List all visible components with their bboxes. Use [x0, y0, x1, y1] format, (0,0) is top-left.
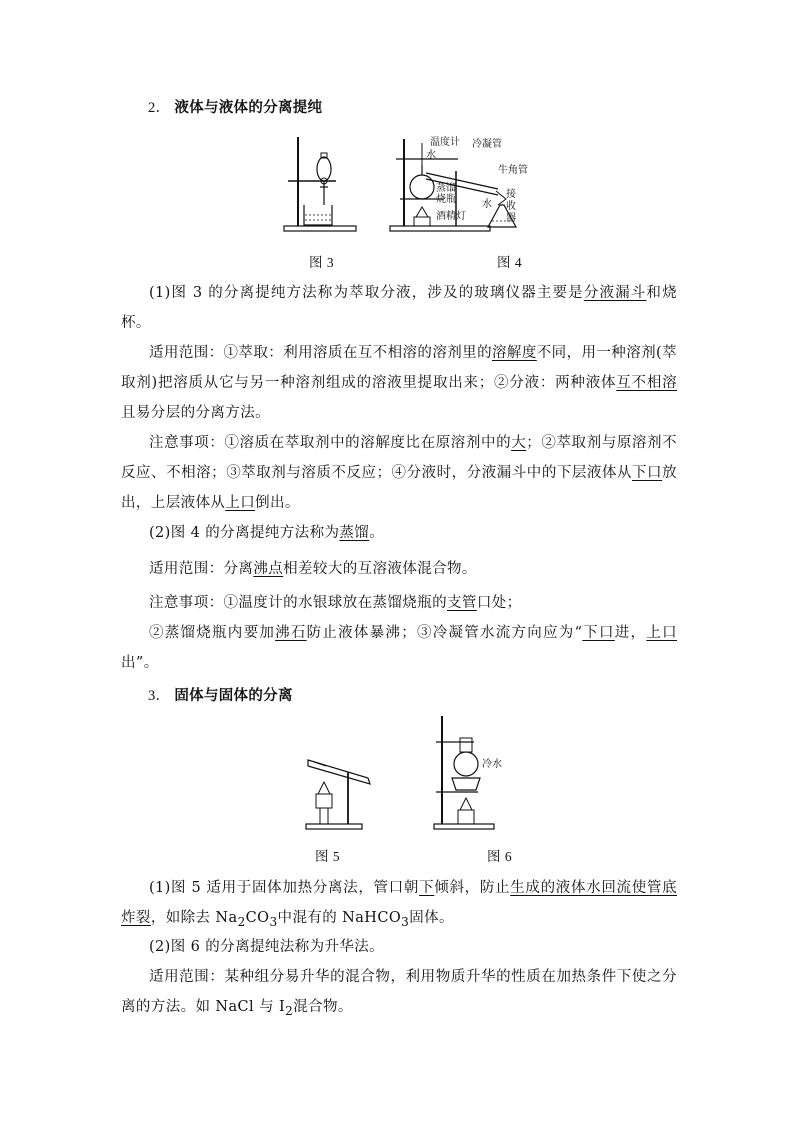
subscript: 3 — [269, 914, 278, 929]
paragraph-distillation-scope — [121, 554, 677, 584]
paragraph-sublimation-scope — [121, 962, 677, 1026]
fig4-label-flask-2: 烧瓶 — [436, 194, 456, 205]
subscript: 2 — [237, 914, 246, 929]
paragraph-distillation-notes-2 — [121, 618, 677, 678]
paragraph-sublimation-method — [121, 932, 677, 962]
text: 倒出。 — [255, 495, 300, 511]
text: CO — [245, 910, 270, 926]
fig4-label-receiver-2: 收 — [506, 201, 516, 212]
section-2-title: 液体与液体的分离提纯 — [174, 100, 323, 116]
text: (1)图 3 的分离提纯方法称为萃取分液，涉及的玻璃仪器主要是 — [149, 285, 584, 301]
underlined-term: 沸点 — [253, 561, 284, 577]
text: (2)图 6 的分离提纯法称为升华法。 — [149, 939, 385, 955]
underlined-term: 溶解度 — [492, 345, 537, 361]
text: 注意事项：①温度计的水银球放在蒸馏烧瓶的 — [149, 595, 447, 611]
figure-4-caption: 图 4 — [497, 255, 523, 270]
subscript: 3 — [401, 914, 410, 929]
underlined-term: 生成的液体水回流使管底炸裂 — [121, 880, 678, 926]
text: 不同，用一种溶剂(萃取剂)把溶质从它与另一种溶剂组成的溶液里提取出来；②分液：两种液体 — [121, 345, 678, 391]
text: (1)图 5 适用于固体加热分离法，管口朝 — [149, 880, 420, 896]
fig4-label-lamp: 酒精灯 — [436, 211, 466, 222]
text: 适用范围：①萃取：利用溶质在互不相溶的溶剂里的 — [149, 345, 492, 361]
fig4-label-water-bottom: 水 — [482, 199, 492, 210]
section-3-heading — [148, 684, 293, 705]
fig4-label-thermometer: 温度计 — [430, 137, 460, 148]
underlined-term: 下 — [419, 880, 435, 896]
figure-6-sublimation — [430, 712, 550, 832]
text: ；②萃取剂与原溶剂不反应、不相溶；③萃取剂与溶质不反应；④分液时，分液漏斗中的下层液体从 — [121, 435, 677, 481]
fig6-label-cold-water: 冷水 — [482, 759, 502, 770]
paragraph-extraction-scope — [121, 338, 677, 428]
underlined-term: 蒸馏 — [339, 525, 370, 541]
text: (2)图 4 的分离提纯方法称为 — [149, 525, 340, 541]
section-3-title: 固体与固体的分离 — [174, 688, 293, 704]
paragraph-distillation-notes-1 — [121, 588, 677, 618]
section-3-number: 3． — [148, 688, 171, 704]
fig4-label-flask-1: 蒸馏 — [436, 183, 456, 194]
figure-3-separatory-funnel — [276, 135, 366, 235]
text: 适用范围：某种组分易升华的混合物，利用物质升华的性质在加热条件下使之分离的方法。如 NaCl 与 I — [121, 969, 677, 1015]
paragraph-solid-heating — [121, 873, 677, 937]
text: 。 — [369, 525, 385, 541]
text: 中混有的 NaHCO — [277, 910, 402, 926]
fig4-label-condenser: 冷凝管 — [472, 139, 502, 150]
section-2-heading — [148, 96, 322, 117]
text: 和烧杯。 — [121, 285, 677, 331]
text: 且易分层的分离方法。 — [121, 405, 270, 421]
paragraph-extraction-notes — [121, 428, 677, 518]
underlined-term: 分液漏斗 — [583, 285, 647, 301]
text: 固体。 — [409, 910, 454, 926]
paragraph-extraction-method — [121, 278, 677, 338]
underlined-term: 支管 — [447, 595, 477, 611]
underlined-term: 下口 — [582, 625, 615, 641]
text: 放出，上层液体从 — [121, 465, 677, 511]
fig4-label-receiver-1: 接 — [506, 189, 516, 200]
figure-4-distillation — [386, 135, 526, 235]
text: 适用范围：分离 — [149, 561, 254, 577]
underlined-term: 大 — [511, 435, 527, 451]
underlined-term: 上口 — [225, 495, 256, 511]
text: ②蒸馏烧瓶内要加 — [149, 625, 276, 641]
figure-5-heating-test-tube — [298, 742, 388, 832]
underlined-term: 上口 — [646, 625, 677, 641]
paragraph-distillation-method — [121, 518, 677, 548]
figure-5-caption: 图 5 — [315, 849, 341, 864]
text: 防止液体暴沸；③冷凝管水流方向应为“ — [306, 625, 583, 641]
figure-3-caption: 图 3 — [309, 255, 335, 270]
fig4-label-receiver-3: 器 — [506, 213, 516, 224]
text: ，如除去 Na — [150, 910, 238, 926]
underlined-term: 互不相溶 — [616, 375, 677, 391]
subscript: 2 — [285, 1003, 294, 1018]
text: 倾斜，防止 — [434, 880, 511, 896]
text: 相差较大的互溶液体混合物。 — [283, 561, 477, 577]
section-2-number: 2． — [148, 100, 171, 116]
figure-6-caption: 图 6 — [487, 849, 513, 864]
text: 口处； — [476, 595, 522, 611]
fig4-label-adapter: 牛角管 — [498, 165, 528, 176]
text: 出”。 — [121, 655, 159, 671]
text: 注意事项：①溶质在萃取剂中的溶解度比在原溶剂中的 — [149, 435, 512, 451]
text: 进， — [614, 625, 647, 641]
underlined-term: 下口 — [632, 465, 663, 481]
text: 混合物。 — [293, 999, 353, 1015]
fig4-label-water-top: 水 — [426, 150, 436, 161]
underlined-term: 沸石 — [275, 625, 307, 641]
